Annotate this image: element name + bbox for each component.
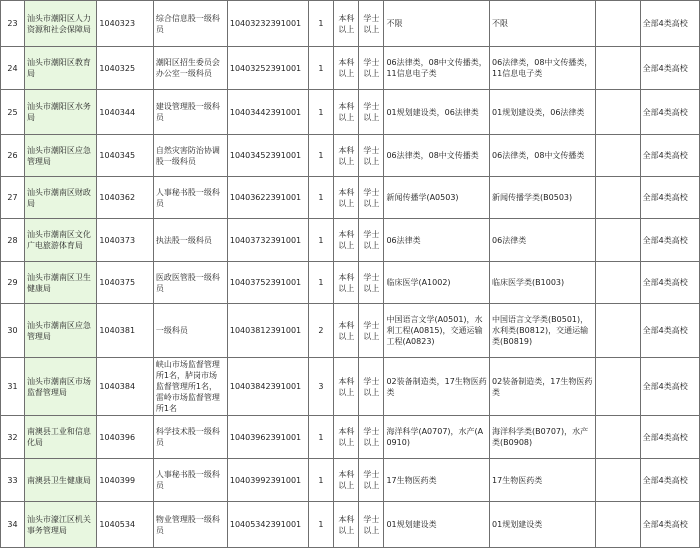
school-requirement-cell[interactable]: 全部4类高校 — [640, 135, 699, 177]
post-code-cell[interactable]: 10403992391001 — [227, 459, 308, 502]
row-number-cell[interactable]: 31 — [1, 358, 25, 416]
education-cell[interactable]: 本科以上 — [334, 502, 359, 548]
row-number-cell[interactable]: 33 — [1, 459, 25, 502]
degree-cell[interactable]: 学士以上 — [359, 416, 384, 459]
education-cell[interactable]: 本科以上 — [334, 47, 359, 90]
undergraduate-major-cell[interactable]: 01规划建设类 — [384, 502, 490, 548]
undergraduate-major-cell[interactable]: 06法律类，08中文传播类 — [384, 135, 490, 177]
post-code-cell[interactable]: 10403812391001 — [227, 304, 308, 358]
undergraduate-major-cell[interactable]: 海洋科学(A0707)，水产(A0910) — [384, 416, 490, 459]
school-requirement-cell[interactable]: 全部4类高校 — [640, 262, 699, 304]
employer-unit-cell[interactable]: 汕头市濠江区机关事务管理局 — [24, 502, 96, 548]
degree-cell[interactable]: 学士以上 — [359, 219, 384, 262]
table-row[interactable] — [1, 502, 700, 548]
postgraduate-major-cell[interactable]: 01规划建设类 — [490, 502, 596, 548]
postgraduate-major-cell[interactable]: 中国语言文学类(B0501)，水利类(B0812)，交通运输类(B0819) — [490, 304, 596, 358]
school-requirement-cell[interactable]: 全部4类高校 — [640, 502, 699, 548]
table-row[interactable] — [1, 304, 700, 358]
postgraduate-major-cell[interactable]: 06法律类，08中文传播类，11信息电子类 — [490, 47, 596, 90]
employer-unit-cell[interactable]: 汕头市潮阳区水务局 — [24, 90, 96, 135]
education-cell[interactable]: 本科以上 — [334, 416, 359, 459]
unit-code-cell[interactable]: 1040381 — [97, 304, 153, 358]
unit-code-cell[interactable]: 1040384 — [97, 358, 153, 416]
postgraduate-major-cell[interactable]: 17生物医药类 — [490, 459, 596, 502]
school-requirement-cell[interactable]: 全部4类高校 — [640, 90, 699, 135]
blank-cell[interactable] — [595, 1, 640, 47]
unit-code-cell[interactable]: 1040362 — [97, 177, 153, 219]
education-cell[interactable]: 本科以上 — [334, 1, 359, 47]
school-requirement-cell[interactable]: 全部4类高校 — [640, 459, 699, 502]
row-number-cell[interactable]: 27 — [1, 177, 25, 219]
undergraduate-major-cell[interactable]: 01规划建设类，06法律类 — [384, 90, 490, 135]
postgraduate-major-cell[interactable]: 新闻传播学类(B0503) — [490, 177, 596, 219]
education-cell[interactable]: 本科以上 — [334, 262, 359, 304]
hiring-count-cell[interactable]: 2 — [308, 304, 334, 358]
post-code-cell[interactable]: 10403842391001 — [227, 358, 308, 416]
table-row[interactable] — [1, 416, 700, 459]
post-code-cell[interactable]: 10403232391001 — [227, 1, 308, 47]
undergraduate-major-cell[interactable]: 06法律类 — [384, 219, 490, 262]
table-row[interactable] — [1, 47, 700, 90]
row-number-cell[interactable]: 23 — [1, 1, 25, 47]
school-requirement-cell[interactable]: 全部4类高校 — [640, 177, 699, 219]
blank-cell[interactable] — [595, 459, 640, 502]
blank-cell[interactable] — [595, 90, 640, 135]
post-code-cell[interactable]: 10403732391001 — [227, 219, 308, 262]
table-row[interactable] — [1, 90, 700, 135]
blank-cell[interactable] — [595, 358, 640, 416]
row-number-cell[interactable]: 28 — [1, 219, 25, 262]
hiring-count-cell[interactable]: 1 — [308, 1, 334, 47]
hiring-count-cell[interactable]: 1 — [308, 177, 334, 219]
unit-code-cell[interactable]: 1040396 — [97, 416, 153, 459]
education-cell[interactable]: 本科以上 — [334, 135, 359, 177]
post-name-cell[interactable]: 人事秘书股一级科员 — [153, 177, 227, 219]
employer-unit-cell[interactable]: 汕头市潮南区市场监督管理局 — [24, 358, 96, 416]
blank-cell[interactable] — [595, 135, 640, 177]
hiring-count-cell[interactable]: 1 — [308, 135, 334, 177]
education-cell[interactable]: 本科以上 — [334, 358, 359, 416]
undergraduate-major-cell[interactable]: 新闻传播学(A0503) — [384, 177, 490, 219]
table-row[interactable] — [1, 135, 700, 177]
postgraduate-major-cell[interactable]: 临床医学类(B1003) — [490, 262, 596, 304]
blank-cell[interactable] — [595, 502, 640, 548]
post-code-cell[interactable]: 10403752391001 — [227, 262, 308, 304]
employer-unit-cell[interactable]: 汕头市潮南区卫生健康局 — [24, 262, 96, 304]
employer-unit-cell[interactable]: 南澳县卫生健康局 — [24, 459, 96, 502]
degree-cell[interactable]: 学士以上 — [359, 358, 384, 416]
row-number-cell[interactable]: 24 — [1, 47, 25, 90]
education-cell[interactable]: 本科以上 — [334, 177, 359, 219]
postgraduate-major-cell[interactable]: 不限 — [490, 1, 596, 47]
table-row[interactable] — [1, 219, 700, 262]
table-row[interactable] — [1, 358, 700, 416]
blank-cell[interactable] — [595, 416, 640, 459]
degree-cell[interactable]: 学士以上 — [359, 1, 384, 47]
degree-cell[interactable]: 学士以上 — [359, 90, 384, 135]
postgraduate-major-cell[interactable]: 06法律类，08中文传播类 — [490, 135, 596, 177]
post-code-cell[interactable]: 10403452391001 — [227, 135, 308, 177]
post-code-cell[interactable]: 10405342391001 — [227, 502, 308, 548]
table-row[interactable] — [1, 1, 700, 47]
unit-code-cell[interactable]: 1040325 — [97, 47, 153, 90]
education-cell[interactable]: 本科以上 — [334, 219, 359, 262]
education-cell[interactable]: 本科以上 — [334, 459, 359, 502]
undergraduate-major-cell[interactable]: 中国语言文学(A0501)，水利工程(A0815)，交通运输工程(A0823) — [384, 304, 490, 358]
unit-code-cell[interactable]: 1040375 — [97, 262, 153, 304]
undergraduate-major-cell[interactable]: 临床医学(A1002) — [384, 262, 490, 304]
hiring-count-cell[interactable]: 1 — [308, 262, 334, 304]
row-number-cell[interactable]: 26 — [1, 135, 25, 177]
postgraduate-major-cell[interactable]: 01规划建设类，06法律类 — [490, 90, 596, 135]
degree-cell[interactable]: 学士以上 — [359, 304, 384, 358]
degree-cell[interactable]: 学士以上 — [359, 459, 384, 502]
hiring-count-cell[interactable]: 1 — [308, 90, 334, 135]
unit-code-cell[interactable]: 1040323 — [97, 1, 153, 47]
education-cell[interactable]: 本科以上 — [334, 90, 359, 135]
undergraduate-major-cell[interactable]: 02装备制造类，17生物医药类 — [384, 358, 490, 416]
post-name-cell[interactable]: 峡山市场监督管理所1名，胪岗市场监督管理所1名，雷岭市场监督管理所1名 — [153, 358, 227, 416]
table-row[interactable] — [1, 262, 700, 304]
row-number-cell[interactable]: 29 — [1, 262, 25, 304]
blank-cell[interactable] — [595, 177, 640, 219]
hiring-count-cell[interactable]: 1 — [308, 502, 334, 548]
school-requirement-cell[interactable]: 全部4类高校 — [640, 219, 699, 262]
postgraduate-major-cell[interactable]: 06法律类 — [490, 219, 596, 262]
degree-cell[interactable]: 学士以上 — [359, 177, 384, 219]
post-name-cell[interactable]: 医政医管股一级科员 — [153, 262, 227, 304]
school-requirement-cell[interactable]: 全部4类高校 — [640, 304, 699, 358]
school-requirement-cell[interactable]: 全部4类高校 — [640, 358, 699, 416]
hiring-count-cell[interactable]: 1 — [308, 47, 334, 90]
table-row[interactable] — [1, 177, 700, 219]
employer-unit-cell[interactable]: 汕头市潮阳区人力资源和社会保障局 — [24, 1, 96, 47]
school-requirement-cell[interactable]: 全部4类高校 — [640, 416, 699, 459]
school-requirement-cell[interactable]: 全部4类高校 — [640, 1, 699, 47]
blank-cell[interactable] — [595, 304, 640, 358]
post-code-cell[interactable]: 10403252391001 — [227, 47, 308, 90]
row-number-cell[interactable]: 32 — [1, 416, 25, 459]
undergraduate-major-cell[interactable]: 17生物医药类 — [384, 459, 490, 502]
post-name-cell[interactable]: 综合信息股一级科员 — [153, 1, 227, 47]
undergraduate-major-cell[interactable]: 不限 — [384, 1, 490, 47]
unit-code-cell[interactable]: 1040399 — [97, 459, 153, 502]
post-name-cell[interactable]: 一级科员 — [153, 304, 227, 358]
degree-cell[interactable]: 学士以上 — [359, 502, 384, 548]
hiring-count-cell[interactable]: 1 — [308, 416, 334, 459]
post-name-cell[interactable]: 潮阳区招生委员会办公室一级科员 — [153, 47, 227, 90]
post-code-cell[interactable]: 10403962391001 — [227, 416, 308, 459]
employer-unit-cell[interactable]: 汕头市潮阳区教育局 — [24, 47, 96, 90]
employer-unit-cell[interactable]: 汕头市潮南区应急管理局 — [24, 304, 96, 358]
employer-unit-cell[interactable]: 南澳县工业和信息化局 — [24, 416, 96, 459]
employer-unit-cell[interactable]: 汕头市潮南区文化广电旅游体育局 — [24, 219, 96, 262]
row-number-cell[interactable]: 34 — [1, 502, 25, 548]
post-name-cell[interactable]: 执法股一级科员 — [153, 219, 227, 262]
hiring-count-cell[interactable]: 1 — [308, 459, 334, 502]
education-cell[interactable]: 本科以上 — [334, 304, 359, 358]
post-name-cell[interactable]: 建设管理股一级科员 — [153, 90, 227, 135]
table-row[interactable] — [1, 459, 700, 502]
unit-code-cell[interactable]: 1040345 — [97, 135, 153, 177]
post-name-cell[interactable]: 科学技术股一级科员 — [153, 416, 227, 459]
post-code-cell[interactable]: 10403622391001 — [227, 177, 308, 219]
row-number-cell[interactable]: 30 — [1, 304, 25, 358]
school-requirement-cell[interactable]: 全部4类高校 — [640, 47, 699, 90]
degree-cell[interactable]: 学士以上 — [359, 135, 384, 177]
blank-cell[interactable] — [595, 262, 640, 304]
post-name-cell[interactable]: 自然灾害防治协调股一级科员 — [153, 135, 227, 177]
post-name-cell[interactable]: 人事秘书股一级科员 — [153, 459, 227, 502]
unit-code-cell[interactable]: 1040344 — [97, 90, 153, 135]
employer-unit-cell[interactable]: 汕头市潮南区财政局 — [24, 177, 96, 219]
degree-cell[interactable]: 学士以上 — [359, 47, 384, 90]
blank-cell[interactable] — [595, 219, 640, 262]
postgraduate-major-cell[interactable]: 海洋科学类(B0707)，水产类(B0908) — [490, 416, 596, 459]
unit-code-cell[interactable]: 1040373 — [97, 219, 153, 262]
undergraduate-major-cell[interactable]: 06法律类，08中文传播类，11信息电子类 — [384, 47, 490, 90]
unit-code-cell[interactable]: 1040534 — [97, 502, 153, 548]
degree-cell[interactable]: 学士以上 — [359, 262, 384, 304]
blank-cell[interactable] — [595, 47, 640, 90]
row-number-cell[interactable]: 25 — [1, 90, 25, 135]
hiring-count-cell[interactable]: 3 — [308, 358, 334, 416]
hiring-count-cell[interactable]: 1 — [308, 219, 334, 262]
post-name-cell[interactable]: 物业管理股一级科员 — [153, 502, 227, 548]
employer-unit-cell[interactable]: 汕头市潮阳区应急管理局 — [24, 135, 96, 177]
post-code-cell[interactable]: 10403442391001 — [227, 90, 308, 135]
postgraduate-major-cell[interactable]: 02装备制造类，17生物医药类 — [490, 358, 596, 416]
